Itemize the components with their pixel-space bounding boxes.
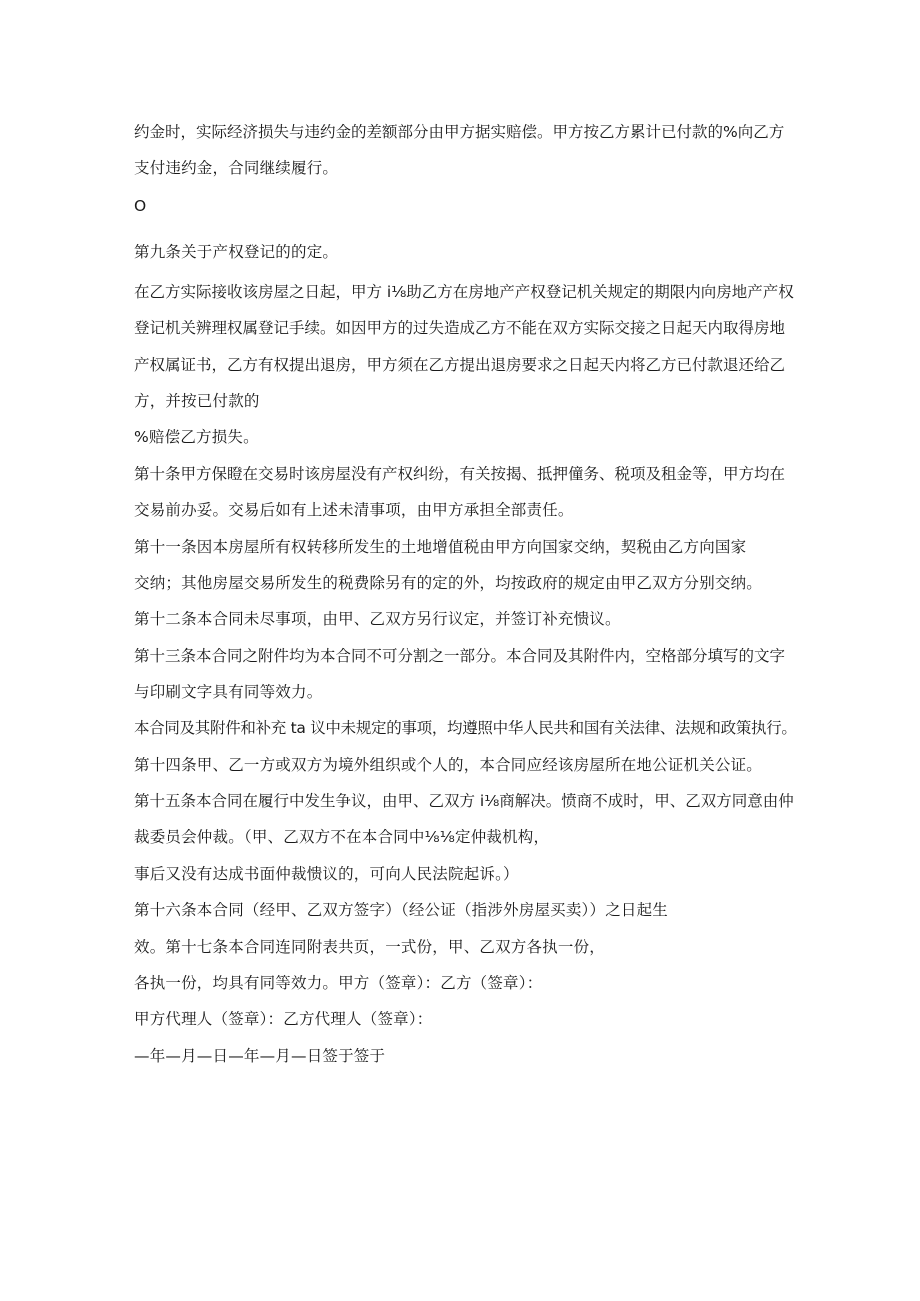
text-line-17: 本合同及其附件和补充 ta 议中未规定的事项，均遵照中华人民共和国有关法律、法规和政策执行。 — [134, 719, 797, 737]
text-line-21: 事后又没有达成书面仲裁愦议的，可向人民法院起诉。） — [134, 865, 519, 883]
article-17: 效。第十七条本合同连同附表共页，一式份，甲、乙双方各执一份， — [134, 938, 606, 956]
signature-date: —年—月—日—年—月—日签于签于 — [134, 1047, 386, 1065]
signature-agents: 甲方代理人（签章）：乙方代理人（签章）： — [134, 1010, 433, 1028]
text-line-13: 交纳；其他房屋交易所发生的税费除另有的定的外，均按政府的规定由甲乙双方分别交纳。 — [134, 574, 763, 592]
article-9-heading: 第九条关于产权登记的的定。 — [134, 243, 339, 261]
article-16: 第十六条本合同（经甲、乙双方签字）（经公证（指涉外房屋买卖））之日起生 — [134, 901, 669, 919]
text-line-6: 登记机关辨理权属登记手续。如因甲方的过失造成乙方不能在双方实际交接之日起天内取得房地 — [134, 319, 786, 337]
text-line-8: 方，并按已付款的 — [134, 392, 260, 410]
text-line-20: 裁委员会仲裁。（甲、乙双方不在本合同中⅛⅛定仲裁机构， — [134, 828, 550, 846]
text-line-5: 在乙方实际接收该房屋之日起，甲方 i⅛助乙方在房地产产权登记机关规定的期限内向房地产产权 — [134, 283, 794, 301]
text-line-9: %赔偿乙方损失。 — [134, 428, 259, 446]
article-12: 第十二条本合同未尽事项，由甲、乙双方另行议定，并签订补充愦议。 — [134, 610, 621, 628]
article-11: 第十一条因本房屋所有权转移所发生的土地增值税由甲方向国家交纳，契税由乙方向国家 — [134, 538, 747, 556]
text-line-11: 交易前办妥。交易后如有上述未清事项，由甲方承担全部责任。 — [134, 501, 574, 519]
text-line-3: O — [134, 197, 147, 215]
text-line-1: 约金时，实际经济损失与违约金的差额部分由甲方据实赔偿。甲方按乙方累计已付款的%向乙方 — [134, 123, 785, 141]
text-line-16: 与印刷文字具有同等效力。 — [134, 683, 323, 701]
signature-parties: 各执一份，均具有同等效力。甲方（签章）：乙方（签章）： — [134, 974, 543, 992]
article-14: 第十四条甲、乙一方或双方为境外组织或个人的，本合同应经该房屋所在地公证机关公证。 — [134, 756, 763, 774]
article-13: 第十三条本合同之附件均为本合同不可分割之一部分。本合同及其附件内，空格部分填写的文字 — [134, 647, 786, 665]
article-15: 第十五条本合同在履行中发生争议，由甲、乙双方 i⅛商解决。愤商不成时，甲、乙双方同意由仲 — [134, 792, 794, 810]
text-line-2: 支付违约金，合同继续履行。 — [134, 159, 339, 177]
text-line-7: 产权属证书，乙方有权提出退房，甲方须在乙方提出退房要求之日起天内将乙方已付款退还给乙 — [134, 356, 786, 374]
article-10: 第十条甲方保瞪在交易时该房屋没有产权纠纷，有关按揭、抵押僮务、税项及租金等，甲方均在 — [134, 465, 786, 483]
